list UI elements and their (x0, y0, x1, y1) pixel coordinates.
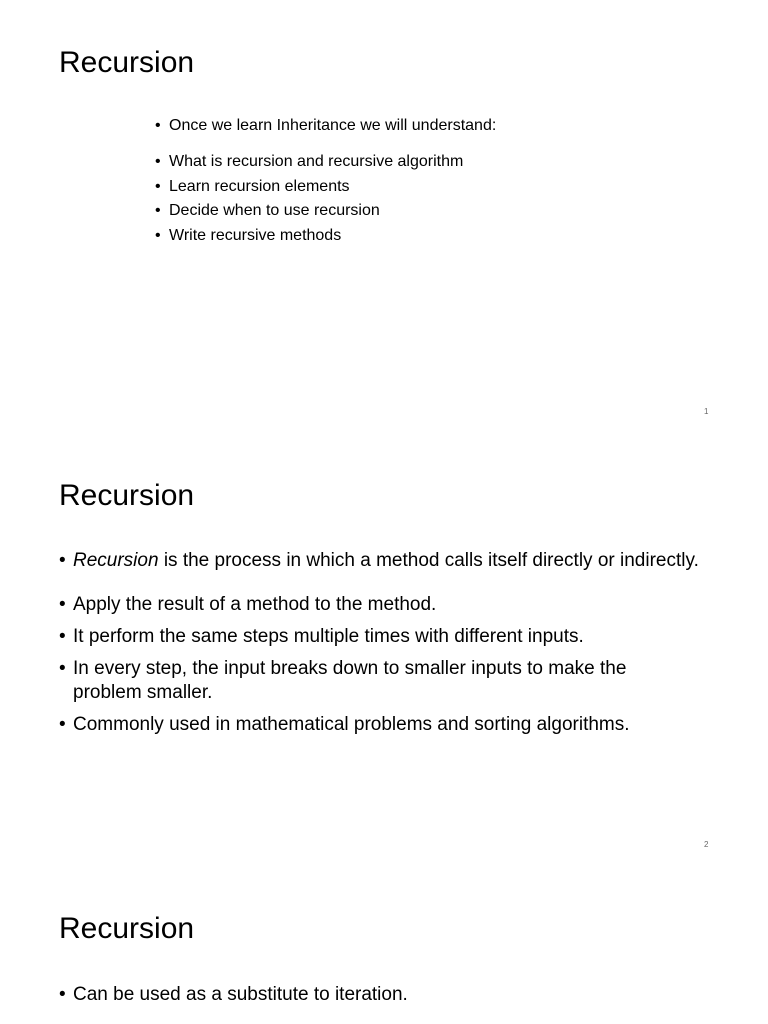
bullet-item: • Commonly used in mathematical problems and sorting algorithms. (59, 713, 699, 737)
bullet-item: • In every step, the input breaks down to smaller inputs to make the problem smaller. (59, 657, 699, 705)
slide-number: 2 (704, 840, 709, 849)
slide-title: Recursion (59, 46, 195, 79)
bullet-item: • Once we learn Inheritance we will understand: (155, 116, 496, 152)
bullet-item (59, 549, 699, 573)
bullet-text: is the process in which a method calls itself directly or indirectly. (158, 550, 699, 571)
bullet-item: • Write recursive methods (155, 226, 496, 251)
slide-number: 1 (704, 407, 709, 416)
bullet-item: • It perform the same steps multiple times with different inputs. (59, 625, 699, 649)
slide-title: Recursion (59, 479, 195, 512)
bullet-list (59, 983, 408, 1007)
slide-title: Recursion (59, 912, 195, 945)
bullet-item: • Apply the result of a method to the method. (59, 593, 699, 617)
bullet-item: • Learn recursion elements (155, 177, 496, 202)
bullet-item: • What is recursion and recursive algorithm (155, 152, 496, 177)
bullet-list (59, 549, 699, 745)
bullet-item: • Decide when to use recursion (155, 201, 496, 226)
emphasis-term: Recursion (73, 550, 159, 571)
bullet-item: • Can be used as a substitute to iteration. (59, 983, 408, 1007)
